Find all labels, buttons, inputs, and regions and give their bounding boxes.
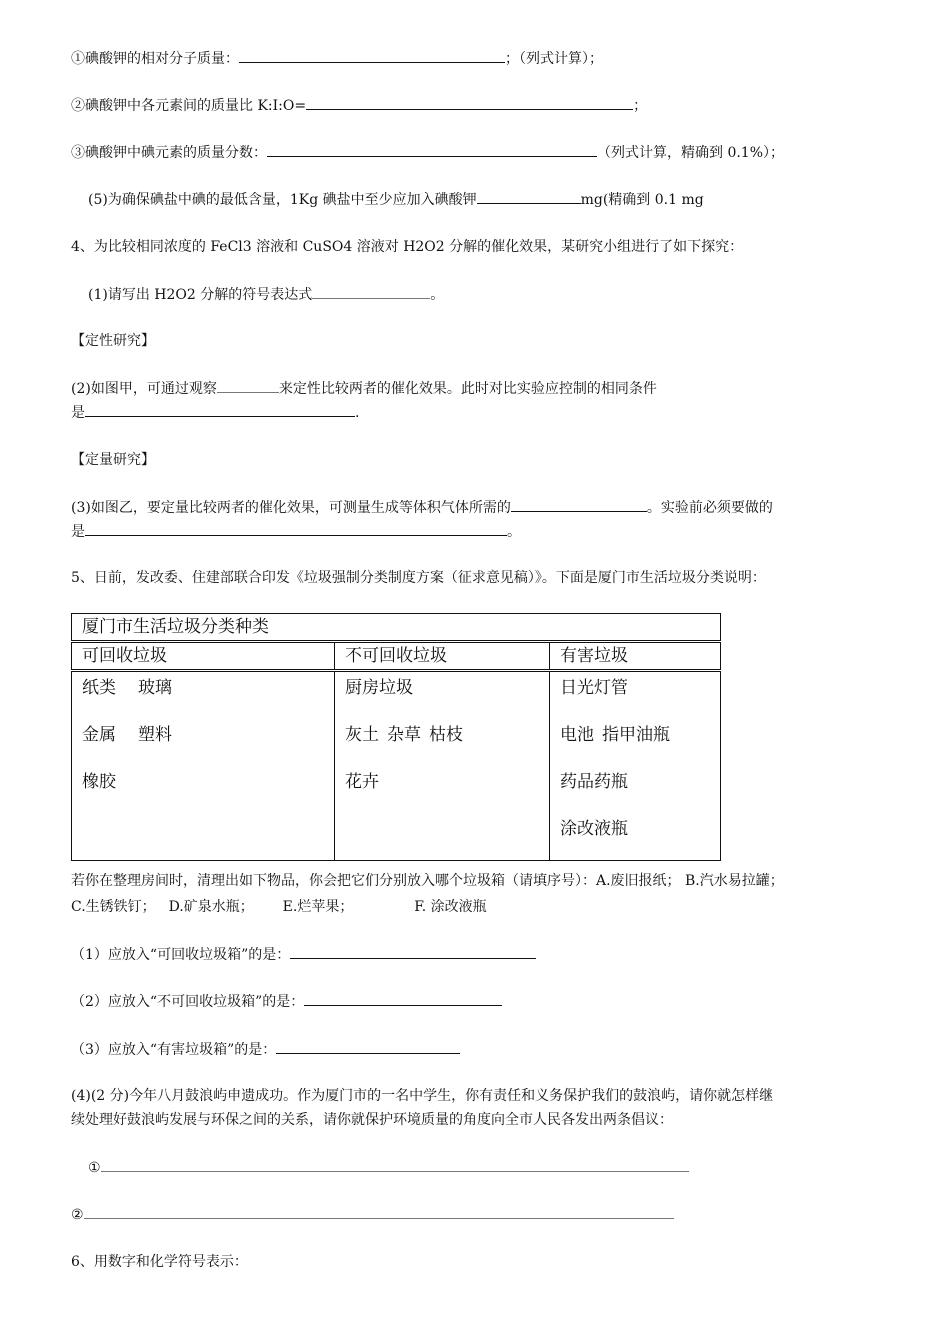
list-item <box>560 719 720 766</box>
header-non-recyclable: 不可回收垃圾 <box>335 642 550 671</box>
answer2-marker: ② <box>71 1207 84 1223</box>
q3-item1 <box>71 48 603 69</box>
list-item <box>560 766 720 813</box>
q5-part3 <box>71 1039 460 1060</box>
item-nail-polish-bottle: 指甲油瓶 <box>602 725 670 745</box>
q3-item3-suffix: （列式计算，精确到 0.1%）； <box>597 145 785 161</box>
non-recyclable-answer-blank[interactable] <box>304 991 502 1006</box>
q5-part1 <box>71 944 536 965</box>
q4-part2-condition-blank[interactable] <box>85 402 355 417</box>
q5-part4-line2: 续处理好鼓浪屿发展与环保之间的关系，请你就保护环境质量的角度向全市人民各发出两条倡议： <box>71 1112 673 1128</box>
q5-options-line2 <box>71 897 487 917</box>
q3-part5 <box>88 189 704 210</box>
q5-part2 <box>71 991 502 1012</box>
q5-answer1 <box>88 1157 689 1178</box>
q3-item1-blank[interactable] <box>239 48 505 63</box>
option-f: F. 涂改液瓶 <box>414 899 487 915</box>
q4-quantitative-heading: 【定量研究】 <box>71 452 155 468</box>
q3-part5-blank[interactable] <box>477 189 581 204</box>
hazardous-cell <box>550 671 721 861</box>
q5-part2-text: （2）应放入“不可回收垃圾箱”的是： <box>71 994 305 1010</box>
q4-part2 <box>71 378 657 399</box>
hazardous-answer-blank[interactable] <box>276 1039 460 1054</box>
q5-part4-line1: (4)(2 分)今年八月鼓浪屿申遗成功。作为厦门市的一名中学生，你有责任和义务保护我们的鼓浪屿，请你就怎样继 <box>71 1088 774 1104</box>
recyclable-cell <box>72 671 335 861</box>
list-item <box>345 672 549 719</box>
answer1-blank[interactable] <box>101 1157 689 1172</box>
q4-part2-text: (2)如图甲，可通过观察 <box>71 381 217 397</box>
item-glass: 玻璃 <box>138 678 172 698</box>
q3-item2-text: ②碘酸钾中各元素间的质量比 K:I:O= <box>71 98 307 114</box>
item-fluorescent-tube: 日光灯管 <box>560 678 628 698</box>
header-recyclable: 可回收垃圾 <box>72 642 335 671</box>
q4-part2-mid: 来定性比较两者的催化效果。此时对比实验应控制的相同条件 <box>278 381 657 397</box>
list-item <box>82 766 334 813</box>
q5-part3-text: （3）应放入“有害垃圾箱”的是： <box>71 1042 277 1058</box>
q3-item1-suffix: ；（列式计算）； <box>505 51 603 67</box>
list-item <box>82 672 334 719</box>
q4-part3-text: (3)如图乙，要定量比较两者的催化效果，可测量生成等体积气体所需的 <box>71 500 511 516</box>
table-title: 厦门市生活垃圾分类种类 <box>72 614 721 642</box>
item-medicine-bottle: 药品药瓶 <box>560 772 628 792</box>
q4-part3-line2-text: 是 <box>71 524 85 540</box>
item-kitchen-waste: 厨房垃圾 <box>345 678 413 698</box>
answer2-blank[interactable] <box>84 1204 674 1219</box>
option-c: C.生锈铁钉； <box>71 899 156 915</box>
list-item <box>560 813 720 860</box>
q5-question-line1: 若你在整理房间时，清理出如下物品，你会把它们分别放入哪个垃圾箱（请填序号）：A.废旧报纸； B.汽水易拉罐； <box>71 873 784 889</box>
item-plastic: 塑料 <box>138 725 172 745</box>
option-e: E.烂苹果； <box>282 899 354 915</box>
q5-intro: 5、日前，发改委、住建部联合印发《垃圾强制分类制度方案（征求意见稿）》。下面是厦门市生活垃圾分类说明： <box>71 570 766 586</box>
item-weeds: 杂草 <box>387 725 421 745</box>
q4-part2-blank[interactable] <box>217 378 279 393</box>
q3-item3 <box>71 142 784 163</box>
q5-part1-text: （1）应放入“可回收垃圾箱”的是： <box>71 947 291 963</box>
q3-part5-suffix: mg(精确到 0.1 mg <box>580 192 704 208</box>
option-d: D.矿泉水瓶； <box>168 899 254 915</box>
item-rubber: 橡胶 <box>82 772 116 792</box>
q3-item3-blank[interactable] <box>267 142 597 157</box>
item-correction-fluid-bottle: 涂改液瓶 <box>560 819 628 839</box>
q4-part3-prep-blank[interactable] <box>85 521 507 536</box>
q4-part3 <box>71 497 773 518</box>
q6-intro: 6、用数字和化学符号表示： <box>71 1254 248 1270</box>
item-paper: 纸类 <box>82 678 116 698</box>
q4-part3-blank[interactable] <box>511 497 647 512</box>
q3-item3-text: ③碘酸钾中碘元素的质量分数： <box>71 145 267 161</box>
list-item <box>560 672 720 719</box>
q3-item2-blank[interactable] <box>306 95 633 110</box>
q5-answer2 <box>71 1204 674 1225</box>
waste-classification-table <box>71 613 721 861</box>
q4-part3-line2-suffix: 。 <box>507 524 521 540</box>
list-item <box>82 719 334 766</box>
q4-intro: 4、为比较相同浓度的 FeCl3 溶液和 CuSO4 溶液对 H2O2 分解的催化效果，某研究小组进行了如下探究： <box>71 239 744 255</box>
item-dust: 灰土 <box>345 725 379 745</box>
q4-part2-line2-text: 是 <box>71 405 85 421</box>
item-metal: 金属 <box>82 725 116 745</box>
q4-part1-suffix: 。 <box>430 287 445 303</box>
item-branches: 枯枝 <box>429 725 463 745</box>
item-flowers: 花卉 <box>345 772 379 792</box>
list-item <box>345 719 549 766</box>
item-battery: 电池 <box>560 725 594 745</box>
q4-part1 <box>88 284 444 305</box>
q3-item2-suffix: ； <box>633 98 648 114</box>
recyclable-answer-blank[interactable] <box>290 944 536 959</box>
q3-item1-text: ①碘酸钾的相对分子质量： <box>71 51 239 67</box>
q4-part2-line2 <box>71 402 359 423</box>
header-hazardous: 有害垃圾 <box>550 642 721 671</box>
q3-part5-text: (5)为确保碘盐中碘的最低含量，1Kg 碘盐中至少应加入碘酸钾 <box>88 192 477 208</box>
q4-part1-blank[interactable] <box>312 284 430 299</box>
q4-part3-line2 <box>71 521 521 542</box>
q4-qualitative-heading: 【定性研究】 <box>71 333 155 349</box>
q4-part2-line2-suffix: . <box>355 405 360 421</box>
list-item <box>345 766 549 813</box>
non-recyclable-cell <box>335 671 550 861</box>
q3-item2 <box>71 95 647 116</box>
answer1-marker: ① <box>88 1160 101 1176</box>
q4-part1-text: (1)请写出 H2O2 分解的符号表达式 <box>88 287 313 303</box>
q4-part3-suffix: 。实验前必须要做的 <box>646 500 773 516</box>
